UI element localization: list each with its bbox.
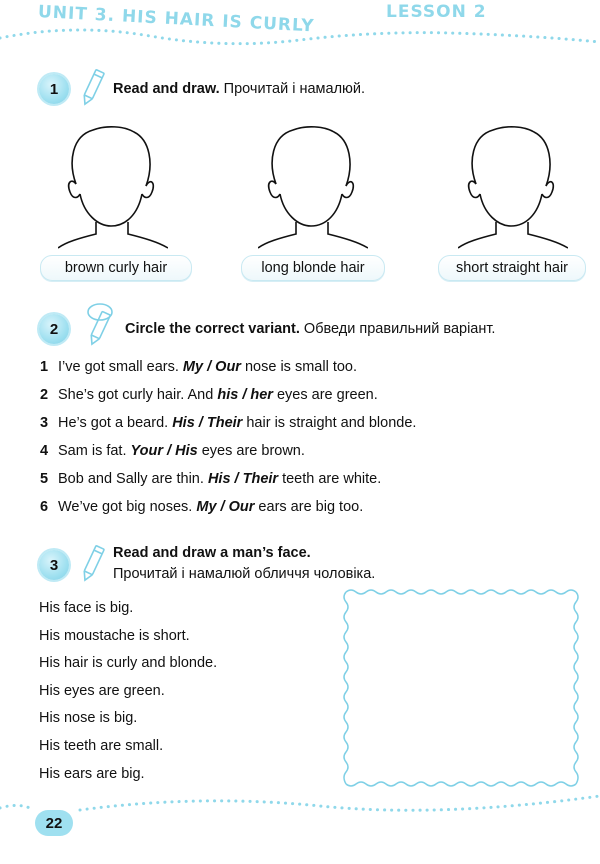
exercise-2-title xyxy=(125,321,495,337)
header-dotted-wave xyxy=(0,18,600,58)
exercise-1-number: 1 xyxy=(39,74,69,104)
option-our[interactable]: Our xyxy=(228,499,255,515)
sentence-6: 6 We’ve got big noses. My / Our ears are big too. xyxy=(40,499,364,515)
exercise-3-number: 3 xyxy=(39,550,69,580)
pencil-icon xyxy=(78,542,108,586)
option-your[interactable]: Your xyxy=(130,443,164,459)
exercise-1-title xyxy=(113,81,365,97)
label-long-blonde-hair: long blonde hair xyxy=(241,255,385,281)
sentence-5: 5 Bob and Sally are thin. His / Their teeth are white. xyxy=(40,471,382,487)
sentence-4: 4 Sam is fat. Your / His eyes are brown. xyxy=(40,443,305,459)
head-outline-2 xyxy=(258,122,368,250)
label-brown-curly-hair: brown curly hair xyxy=(40,255,192,281)
page-number: 22 xyxy=(35,810,73,836)
option-their[interactable]: Their xyxy=(242,471,279,487)
lesson-title: LESSON 2 xyxy=(386,2,487,22)
description-line: His nose is big. xyxy=(39,710,138,726)
sentence-number: 6 xyxy=(40,499,49,515)
exercise-1-title-en: Read and draw. xyxy=(113,81,220,97)
footer-dotted-wave xyxy=(0,784,600,824)
label-short-straight-hair: short straight hair xyxy=(438,255,586,281)
option-her[interactable]: her xyxy=(250,387,273,403)
sentence-number: 2 xyxy=(40,387,49,403)
exercise-3-title-uk: Прочитай і намалюй обличчя чоловіка. xyxy=(113,566,376,582)
option-my[interactable]: My xyxy=(196,499,217,515)
description-line: His hair is curly and blonde. xyxy=(39,655,218,671)
description-line: His teeth are small. xyxy=(39,738,164,754)
exercise-1-title-uk: Прочитай і намалюй. xyxy=(223,81,366,97)
option-his[interactable]: His xyxy=(172,415,195,431)
option-their[interactable]: Their xyxy=(206,415,243,431)
sentence-number: 1 xyxy=(40,359,49,375)
unit-title: UNIT 3. HIS HAIR IS CURLY xyxy=(37,2,316,37)
exercise-3-title-en: Read and draw a man’s face. xyxy=(113,545,311,561)
pencil-icon xyxy=(82,298,118,352)
sentence-3: 3 He’s got a beard. His / Their hair is straight and blonde. xyxy=(40,415,417,431)
exercise-2-number: 2 xyxy=(39,314,69,344)
drawing-frame[interactable] xyxy=(340,586,582,790)
sentence-number: 4 xyxy=(40,443,49,459)
pencil-icon xyxy=(78,66,108,110)
head-outline-3 xyxy=(458,122,568,250)
description-line: His moustache is short. xyxy=(39,628,190,644)
description-line: His face is big. xyxy=(39,600,134,616)
sentence-number: 3 xyxy=(40,415,49,431)
exercise-2-title-uk: Обведи правильний варіант. xyxy=(303,321,496,337)
option-his[interactable]: His xyxy=(207,471,231,487)
sentence-number: 5 xyxy=(40,471,49,487)
head-outline-1 xyxy=(58,122,168,250)
description-line: His ears are big. xyxy=(39,766,145,782)
option-his[interactable]: his xyxy=(217,387,239,403)
option-my[interactable]: My xyxy=(182,359,204,375)
description-line: His eyes are green. xyxy=(39,683,165,699)
sentence-1: 1 I’ve got small ears. My / Our nose is small too. xyxy=(40,359,358,375)
exercise-2-title-en: Circle the correct variant. xyxy=(125,321,300,337)
option-our[interactable]: Our xyxy=(215,359,241,375)
option-his[interactable]: His xyxy=(175,443,198,459)
sentence-2: 2 She’s got curly hair. And his / her eyes are green. xyxy=(40,387,378,403)
